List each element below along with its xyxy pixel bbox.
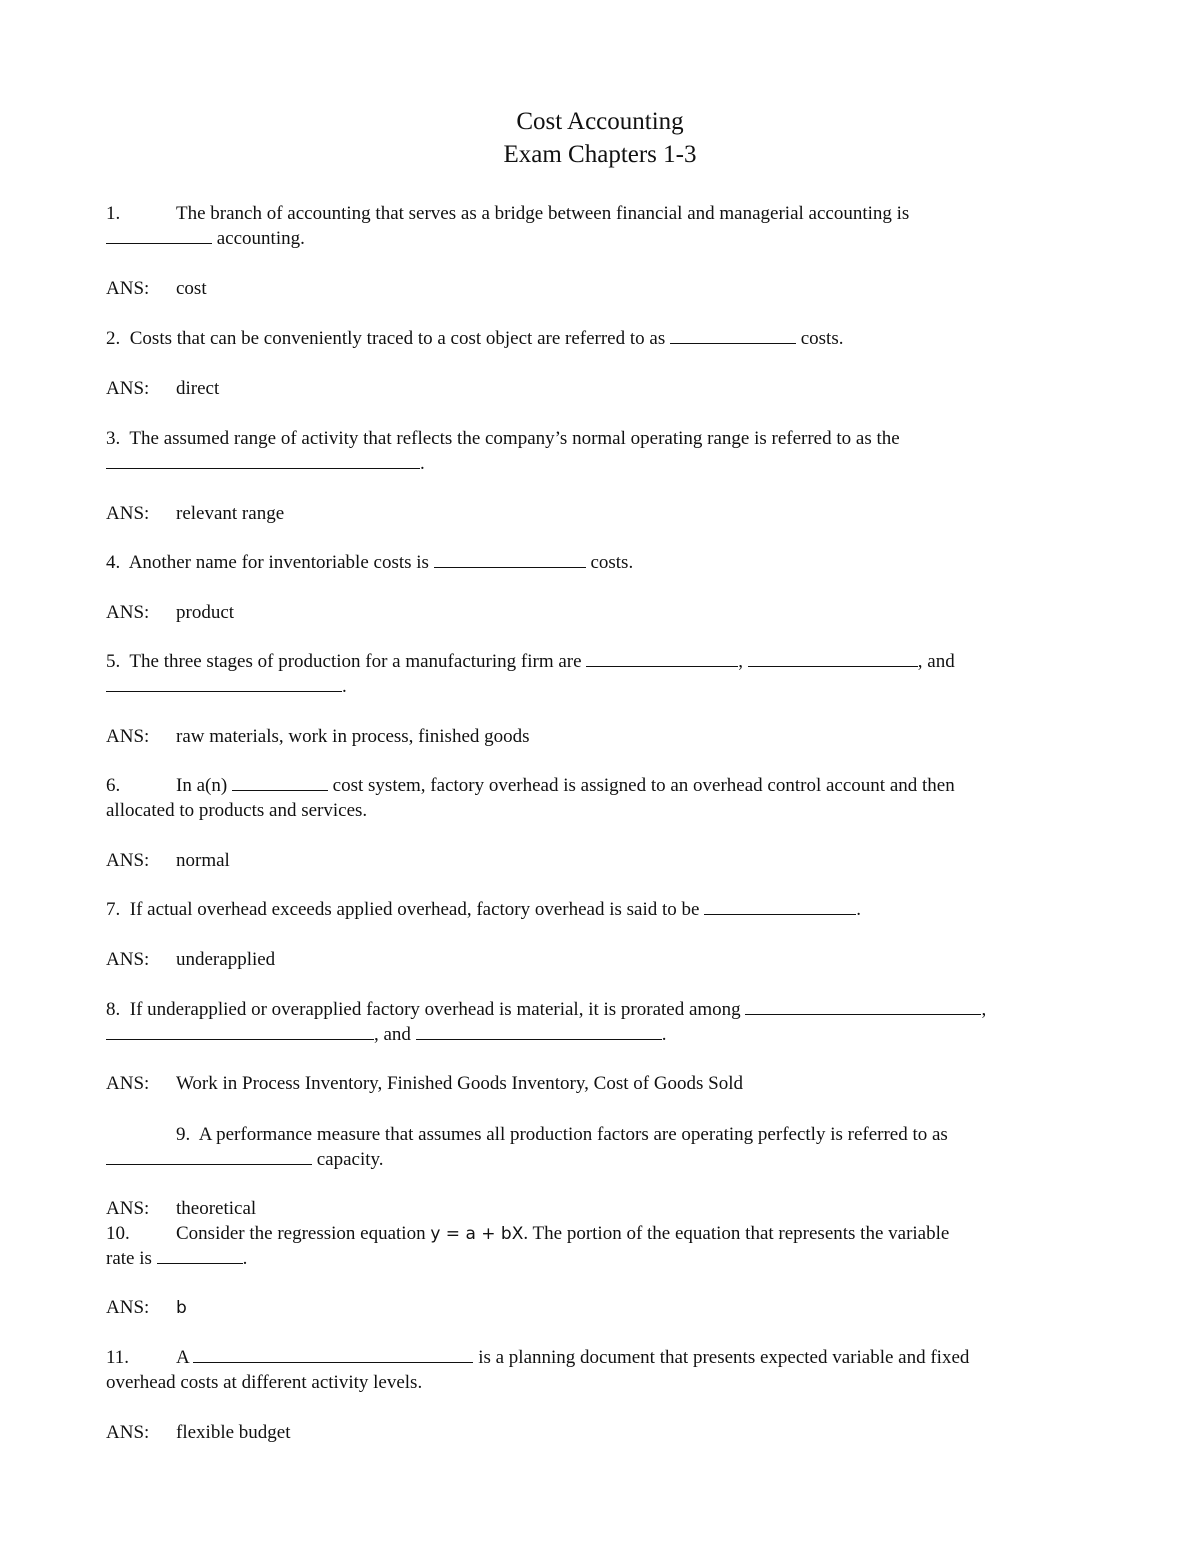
question-text: costs. (795, 328, 844, 349)
question-text: Costs that can be conveniently traced to a cost object are referred to as (129, 328, 670, 349)
question-text: If actual overhead exceeds applied overhead, factory overhead is said to be (129, 899, 705, 920)
question-10 (106, 1222, 949, 1246)
question-6 (106, 774, 955, 798)
question-number: 9. (176, 1124, 191, 1145)
question-text: , and (917, 651, 955, 672)
ans-label: ANS: (106, 850, 150, 871)
question-10-line2 (106, 1247, 247, 1271)
page-subtitle: Exam Chapters 1-3 (503, 141, 697, 168)
exam-page (106, 0, 1106, 1553)
answer-text: direct (176, 378, 220, 399)
answer-blank (745, 998, 981, 1015)
question-text: . (242, 1248, 248, 1269)
question-text: . (342, 676, 347, 697)
answer-blank (157, 1247, 243, 1264)
question-number: 8. (106, 999, 121, 1020)
answer-text: normal (176, 850, 230, 871)
question-6-line2 (106, 799, 367, 823)
answer-blank (704, 898, 856, 915)
question-text: cost system, factory overhead is assigned to an overhead control account and then (327, 775, 955, 796)
question-number: 6. (106, 775, 121, 796)
answer-4 (106, 601, 234, 625)
regression-equation: y = a + bX (430, 1224, 524, 1244)
question-2 (106, 327, 843, 351)
question-8 (106, 998, 986, 1022)
answer-8 (106, 1072, 743, 1096)
ans-label: ANS: (106, 378, 150, 399)
question-text: The assumed range of activity that reflects the company’s normal operating range is referred to as the (129, 428, 900, 449)
question-number: 7. (106, 899, 121, 920)
ans-label: ANS: (106, 949, 150, 970)
question-text: A performance measure that assumes all production factors are operating perfectly is referred to as (198, 1124, 948, 1145)
ans-label: ANS: (106, 726, 150, 747)
question-11 (106, 1346, 969, 1370)
question-text: Another name for inventoriable costs is (128, 552, 434, 573)
answer-text: flexible budget (176, 1422, 291, 1443)
ans-label: ANS: (106, 1297, 150, 1318)
ans-label: ANS: (106, 1198, 150, 1219)
question-11-line2 (106, 1371, 422, 1395)
ans-label: ANS: (106, 503, 150, 524)
question-text: If underapplied or overapplied factory overhead is material, it is prorated among (129, 999, 746, 1020)
question-1 (106, 202, 909, 226)
question-text: . (420, 453, 425, 474)
question-text: In a(n) (176, 775, 232, 796)
question-text: . (856, 899, 861, 920)
question-7 (106, 898, 861, 922)
ans-label: ANS: (106, 278, 150, 299)
question-number: 5. (106, 651, 121, 672)
answer-6 (106, 849, 230, 873)
question-5-line2 (106, 675, 347, 699)
answer-text: theoretical (176, 1198, 257, 1219)
question-8-line2 (106, 1023, 666, 1047)
question-number: 2. (106, 328, 121, 349)
question-text: accounting. (212, 228, 305, 249)
answer-text: relevant range (176, 503, 285, 524)
answer-blank (106, 1148, 312, 1165)
answer-blank (106, 1023, 374, 1040)
answer-text: b (176, 1298, 187, 1318)
question-number: 4. (106, 552, 121, 573)
question-text: The three stages of production for a manufacturing firm are (129, 651, 587, 672)
question-text: costs. (585, 552, 634, 573)
answer-blank (416, 1023, 662, 1040)
question-9 (176, 1123, 948, 1147)
question-4 (106, 551, 633, 575)
question-1-line2 (106, 227, 305, 251)
question-number: 11. (106, 1347, 130, 1368)
answer-11 (106, 1421, 291, 1445)
answer-3 (106, 502, 284, 526)
question-text: allocated to products and services. (106, 800, 368, 821)
answer-9 (106, 1197, 256, 1221)
answer-blank (193, 1346, 473, 1363)
question-text: . The portion of the equation that represents the variable (523, 1223, 950, 1244)
answer-7 (106, 948, 275, 972)
question-text: capacity. (312, 1149, 384, 1170)
answer-10 (106, 1296, 187, 1320)
question-text: overhead costs at different activity levels. (106, 1372, 423, 1393)
answer-2 (106, 377, 219, 401)
question-text: rate is (106, 1248, 157, 1269)
answer-5 (106, 725, 530, 749)
question-text: . (661, 1024, 667, 1045)
question-3 (106, 427, 900, 451)
page-title: Cost Accounting (516, 108, 684, 135)
answer-blank (670, 327, 796, 344)
answer-text: raw materials, work in process, finished goods (176, 726, 530, 747)
question-text: The branch of accounting that serves as a bridge between financial and managerial accounting is (176, 203, 910, 224)
ans-label: ANS: (106, 1422, 150, 1443)
answer-blank (106, 675, 342, 692)
answer-blank (586, 650, 738, 667)
question-number: 10. (106, 1223, 130, 1244)
question-text: , (981, 999, 987, 1020)
answer-text: product (176, 602, 235, 623)
answer-1 (106, 277, 207, 301)
answer-blank (748, 650, 918, 667)
question-text: is a planning document that presents expected variable and fixed (473, 1347, 970, 1368)
question-9-line2 (106, 1148, 384, 1172)
answer-blank (106, 452, 420, 469)
ans-label: ANS: (106, 1073, 150, 1094)
question-3-line2 (106, 452, 425, 476)
answer-blank (434, 551, 586, 568)
question-5 (106, 650, 955, 674)
question-number: 3. (106, 428, 121, 449)
question-number: 1. (106, 203, 121, 224)
answer-text: Work in Process Inventory, Finished Goods Inventory, Cost of Goods Sold (176, 1073, 744, 1094)
question-text: , (738, 651, 748, 672)
answer-text: underapplied (176, 949, 276, 970)
question-text: A (176, 1347, 194, 1368)
answer-blank (232, 774, 328, 791)
answer-blank (106, 227, 212, 244)
question-text: Consider the regression equation (176, 1223, 431, 1244)
ans-label: ANS: (106, 602, 150, 623)
question-text: , and (374, 1024, 416, 1045)
answer-text: cost (176, 278, 207, 299)
